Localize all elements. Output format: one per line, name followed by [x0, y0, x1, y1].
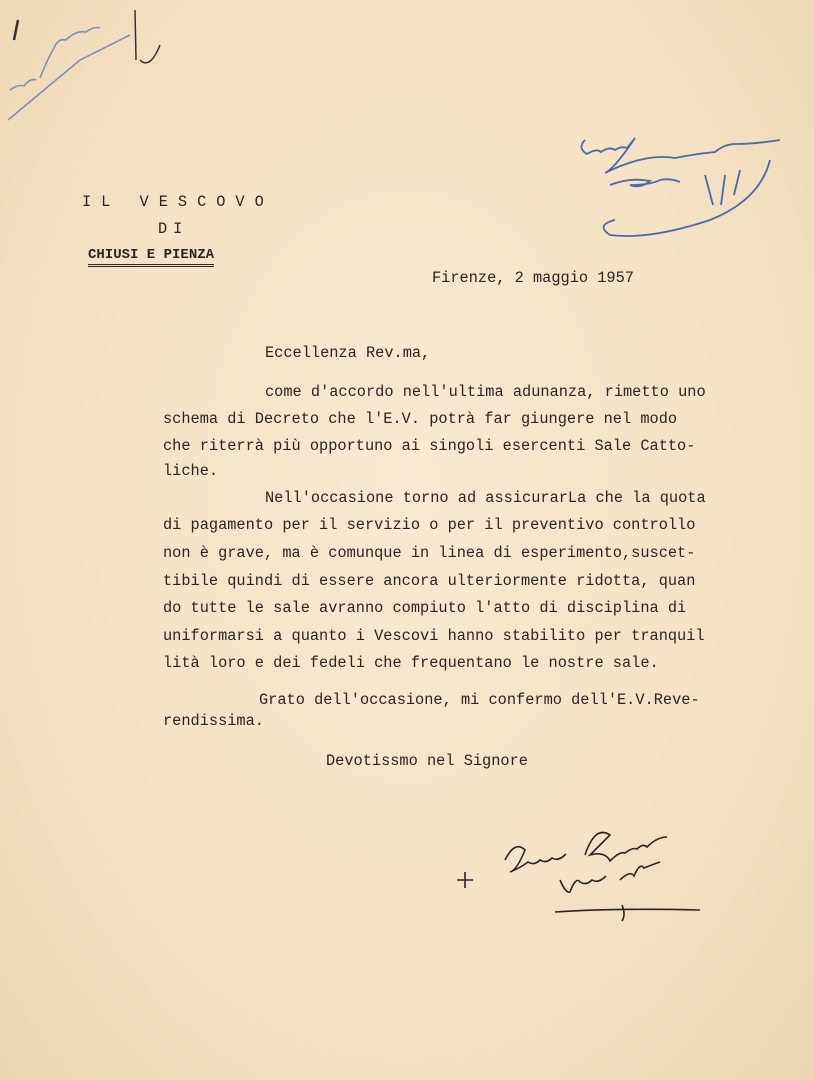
body-line: che riterrà più opportuno ai singoli esercenti Sale Catto-	[163, 437, 696, 455]
body-line: Nell'occasione torno ad assicurarLa che la quota	[265, 489, 706, 507]
blue-pencil-note	[581, 138, 780, 236]
bishop-signature	[457, 833, 700, 922]
body-line: non è grave, ma è comunque in linea di esperimento,suscet-	[163, 544, 696, 562]
body-line: Grato dell'occasione, mi confermo dell'E.V.Reve-	[259, 691, 700, 709]
body-line: rendissima.	[163, 712, 264, 730]
letterhead-diocese: CHIUSI E PIENZA	[88, 247, 214, 267]
body-line: uniformarsi a quanto i Vescovi hanno stabilito per tranquil	[163, 627, 705, 645]
letterhead-title: IL VESCOVO	[82, 193, 274, 211]
body-line: liche.	[163, 462, 219, 480]
body-line: di pagamento per il servizio o per il preventivo controllo	[163, 516, 696, 534]
salutation: Eccellenza Rev.ma,	[265, 344, 431, 362]
body-line: schema di Decreto che l'E.V. potrà far giungere nel modo	[163, 410, 678, 428]
bracket-mark	[135, 10, 160, 63]
date-line: Firenze, 2 maggio 1957	[432, 269, 634, 287]
body-line: do tutte le sale avranno compiuto l'atto di disciplina di	[163, 599, 687, 617]
closing: Devotissmo nel Signore	[326, 752, 528, 770]
body-line: lità loro e dei fedeli che frequentano le nostre sale.	[163, 654, 659, 672]
body-line: come d'accordo nell'ultima adunanza, rimetto uno	[265, 383, 706, 401]
top-left-ink-stroke	[14, 20, 18, 40]
body-line: tibile quindi di essere ancora ulteriormente ridotta, quan	[163, 572, 696, 590]
top-left-pencil-note	[8, 28, 130, 121]
letterhead-of: DI	[158, 220, 189, 238]
